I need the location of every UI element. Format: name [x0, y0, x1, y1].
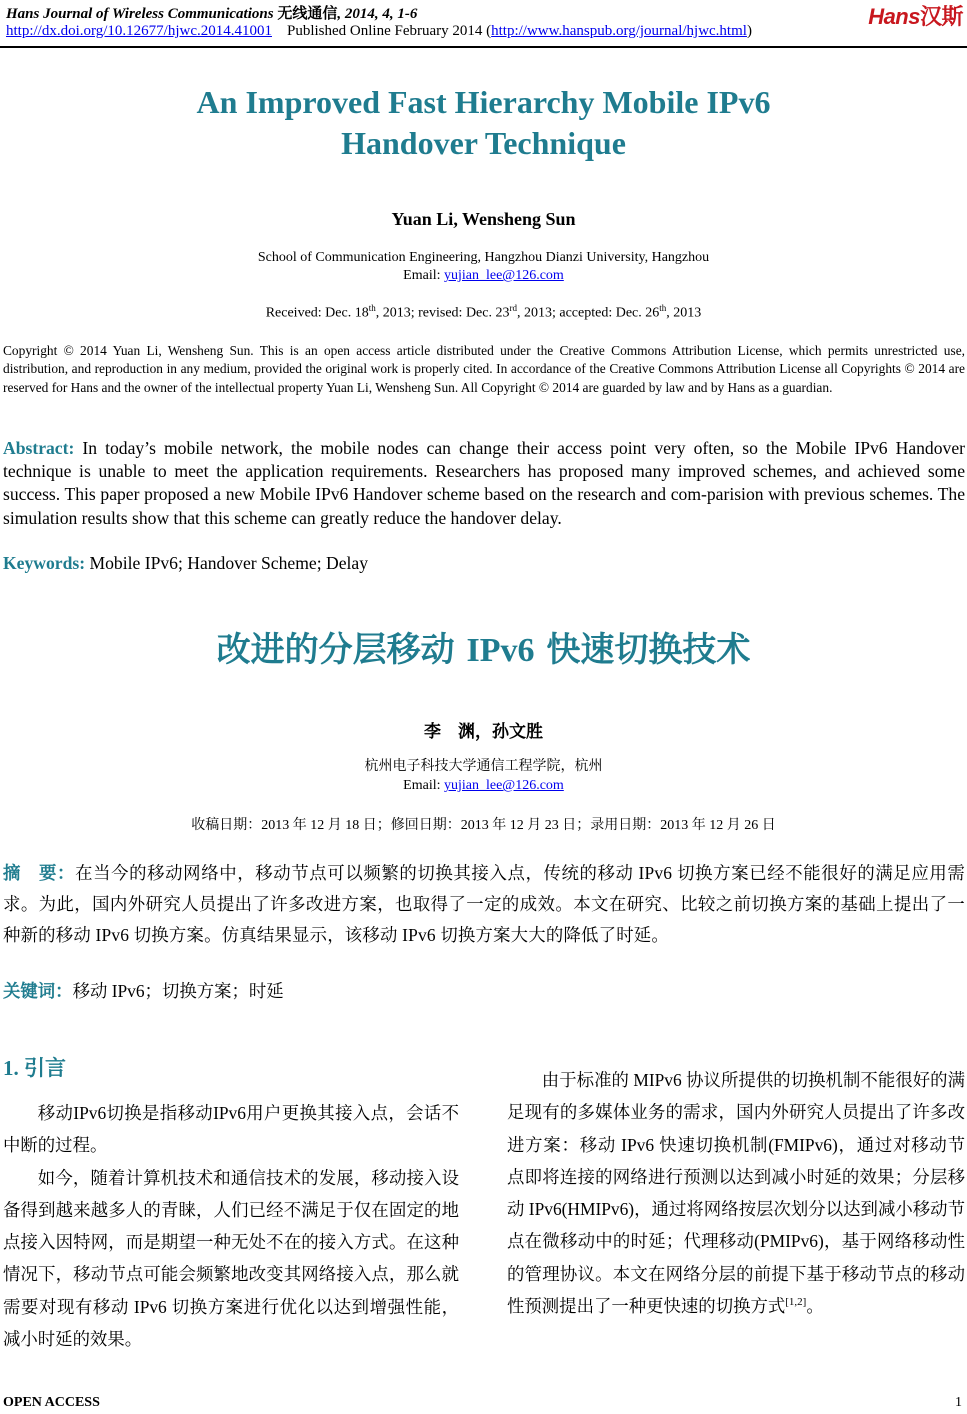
- publisher-logo: [868, 0, 963, 31]
- body-column-right: [507, 1064, 965, 1322]
- paragraph: 移动IPv6切换是指移动IPv6用户更换其接入点，会话不中断的过程。: [3, 1103, 459, 1156]
- page-number: 1: [955, 1395, 962, 1410]
- title-en-line2: Handover Technique: [341, 125, 626, 161]
- accepted-date: , 2013; accepted: Dec. 26: [516, 305, 660, 321]
- title-cn-part3: 快速切换技术: [534, 630, 751, 670]
- abstract-cn-text: 在当今的移动网络中，移动节点可以频繁的切换其接入点，传统的移动 IPv6 切换方案已经不能很好的满足应用需求。为此，国内外研究人员提出了许多改进方案，也取得了一定的成效。本文在研究、比较之前切换方案的基础上提出了一种新的移动 IPv6 切换方案。仿真结果显示，该移动 IPv6 切换方案大大的降低了时延。: [3, 863, 966, 945]
- title-cn-part2: IPv6: [466, 632, 535, 669]
- logo-latin: Hans: [868, 4, 920, 29]
- journal-issue: , 2014, 4, 1-6: [337, 6, 418, 22]
- published-text: Published Online February 2014 (: [286, 23, 492, 39]
- received-sup: th: [368, 303, 376, 313]
- logo-cn: 汉斯: [919, 4, 963, 29]
- accepted-sup: th: [659, 303, 667, 313]
- received-date: Received: Dec. 18: [265, 305, 369, 321]
- journal-url-link[interactable]: http://www.hanspub.org/journal/hjwc.html: [491, 23, 747, 39]
- dates-en: [0, 303, 967, 322]
- abstract-en-label: Abstract:: [3, 438, 75, 458]
- section-heading: 1. 引言: [3, 1056, 66, 1080]
- title-en: [0, 82, 967, 164]
- copyright-notice: Copyright © 2014 Yuan Li, Wensheng Sun. This is an open access article distributed under the Creative Commons Attribution License, which permits unrestricted use, distribution, and reproduction in any medium, provided the original work is properly cited. In accordance of the Creative Commons Attribution License all Copyrights © 2014 are reserved for Hans and the owner of the intellectual property Yuan Li, Wensheng Sun. All Copyright © 2014 are guarded by law and by Hans as a guardian.: [3, 343, 965, 395]
- keywords-cn: [3, 977, 284, 1002]
- abstract-en: [3, 437, 965, 530]
- doi-line: [6, 23, 752, 40]
- paragraph-text: 由于标准的 MIPv6 协议所提供的切换机制不能很好的满足现有的多媒体业务的需求，国内外研究人员提出了许多改进方案：移动 IPv6 快速切换机制(FMIPv6)，通过对移动节点即将连接的网络进行预测以达到减小时延的效果；分层移动 IPv6(HMIPv6)，通过将网络按层次划分以达到减小移动节点在微移动中的时延；代理移动(PMIPv6)，基于网络移动性的管理协议。本文在网络分层的前提下基于移动节点的移动性预测提出了一种更快速的切换方式: [507, 1070, 965, 1317]
- journal-name: Hans Journal of Wireless Communications: [6, 6, 274, 22]
- keywords-en-label: Keywords:: [3, 553, 86, 573]
- authors-cn: 李 渊，孙文胜: [424, 722, 543, 742]
- affiliation-en: [0, 249, 967, 285]
- email-cn-link[interactable]: yujian_lee@126.com: [444, 778, 564, 793]
- paragraph-end: 。: [806, 1296, 824, 1317]
- keywords-cn-text: 移动 IPv6；切换方案；时延: [72, 981, 284, 1001]
- header-rule: [0, 46, 967, 48]
- abstract-cn: [3, 858, 965, 951]
- email-en-link[interactable]: yujian_lee@126.com: [444, 268, 564, 283]
- dates-tail: , 2013: [666, 305, 702, 321]
- abstract-cn-label: 摘 要：: [3, 863, 76, 883]
- revised-date: , 2013; revised: Dec. 23: [375, 305, 510, 321]
- dates-cn: 收稿日期：2013 年 12 月 18 日；修回日期：2013 年 12 月 23 日；录用日期：2013 年 12 月 26 日: [191, 818, 776, 833]
- revised-sup: rd: [509, 303, 517, 313]
- keywords-en: [3, 553, 368, 574]
- keywords-cn-label: 关键词：: [3, 981, 73, 1001]
- email-cn-label: Email:: [403, 778, 444, 793]
- affiliation-en-text: School of Communication Engineering, Hangzhou Dianzi University, Hangzhou: [257, 250, 710, 265]
- affiliation-cn: [0, 757, 967, 795]
- title-en-line1: An Improved Fast Hierarchy Mobile IPv6: [196, 84, 771, 120]
- email-en-line: [0, 267, 967, 285]
- body-column-left: [3, 1097, 459, 1355]
- journal-name-cn: 无线通信: [277, 6, 338, 22]
- citation[interactable]: [1,2]: [785, 1296, 807, 1309]
- doi-link[interactable]: http://dx.doi.org/10.12677/hjwc.2014.41001: [6, 23, 272, 39]
- title-cn: [0, 622, 967, 671]
- authors-en: Yuan Li, Wensheng Sun: [391, 209, 576, 229]
- affiliation-cn-text: 杭州电子科技大学通信工程学院，杭州: [364, 759, 603, 774]
- email-label: Email:: [403, 268, 444, 283]
- paragraph: [507, 1064, 965, 1322]
- title-cn-part1: 改进的分层移动: [216, 630, 467, 670]
- abstract-en-text: In today’s mobile network, the mobile nodes can change their access point very often, so the Mobile IPv6 Handover technique is unable to meet the application requirements. Researchers has proposed many improved schemes, and achieved some success. This paper proposed a new Mobile IPv6 Handover scheme based on the research and com-parision with previous schemes. The simulation results show that this scheme can greatly reduce the handover delay.: [3, 438, 965, 528]
- open-access-label: OPEN ACCESS: [3, 1395, 100, 1410]
- keywords-en-text: Mobile IPv6; Handover Scheme; Delay: [85, 553, 368, 573]
- email-cn-line: [0, 776, 967, 795]
- paragraph: 如今，随着计算机技术和通信技术的发展，移动接入设备得到越来越多人的青睐，人们已经不满足于仅在固定的地点接入因特网，而是期望一种无处不在的接入方式。在这种情况下，移动节点可能会频繁地改变其网络接入点，那么就需要对现有移动 IPv6 切换方案进行优化以达到增强性能，减小时延的效果。: [3, 1167, 459, 1350]
- published-suffix: ): [746, 23, 752, 39]
- journal-header: [6, 2, 417, 23]
